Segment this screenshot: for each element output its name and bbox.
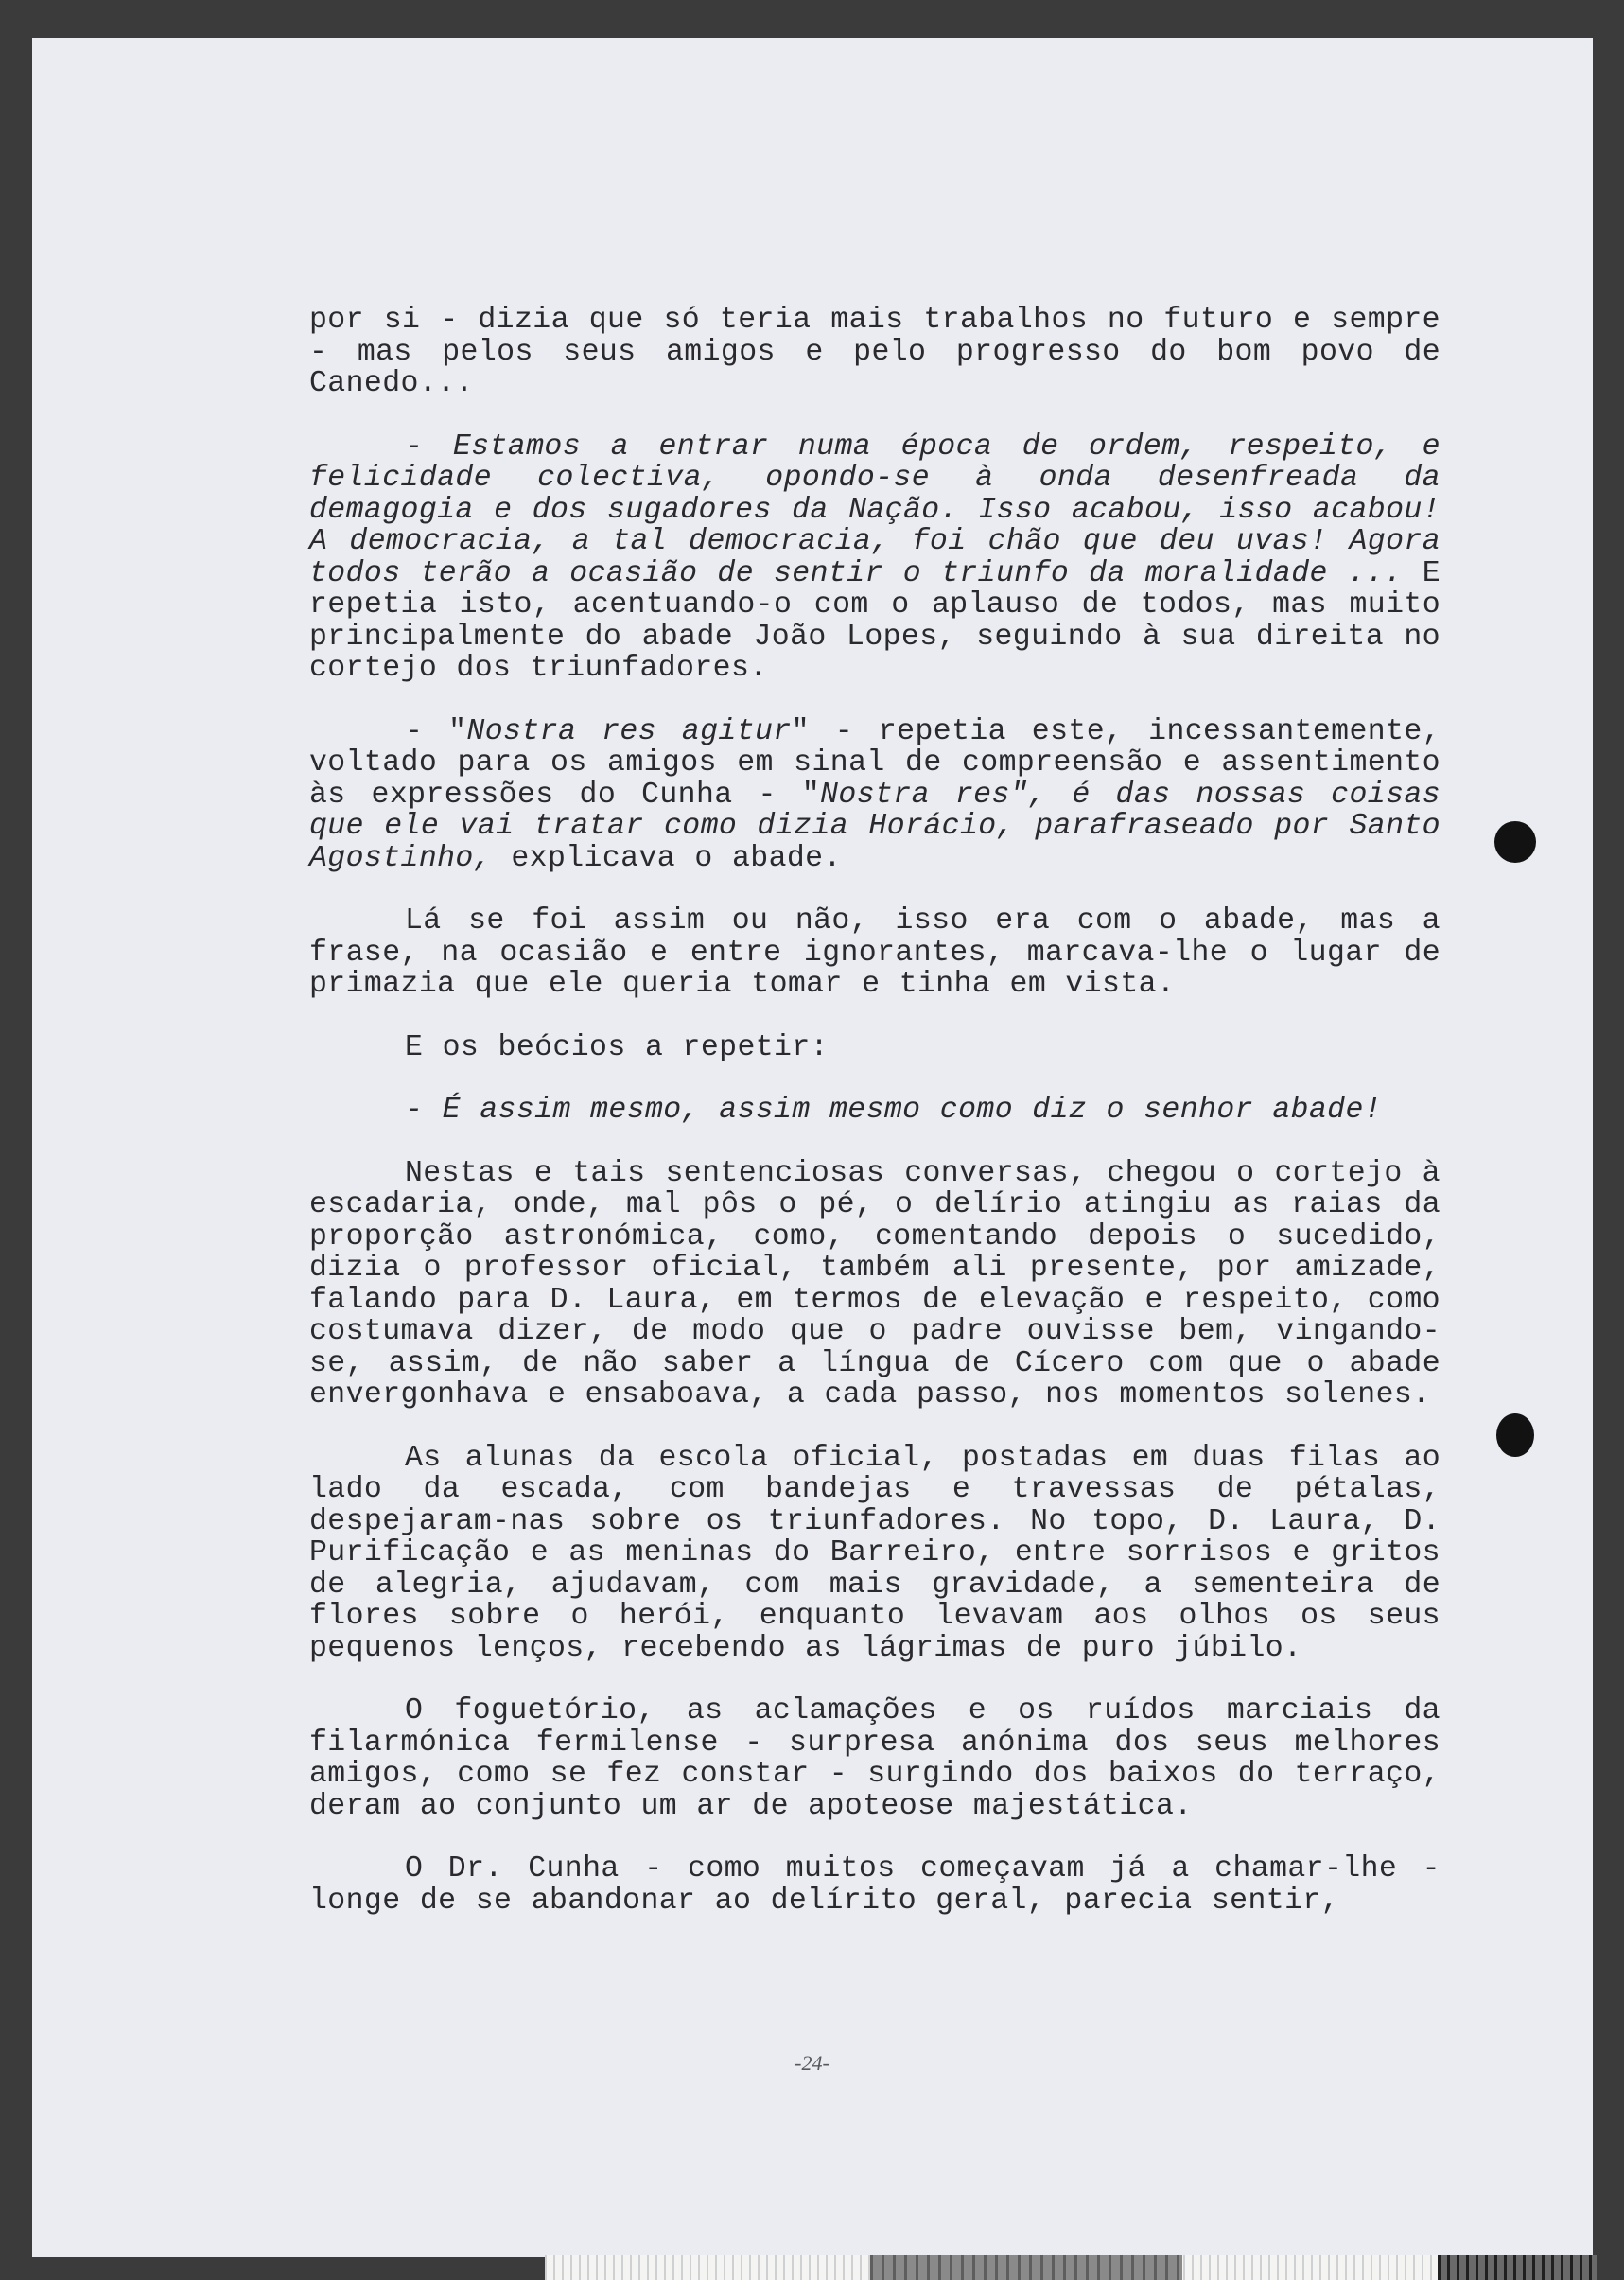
paragraph-2: - Estamos a entrar numa época de ordem, respeito, e felicidade colectiva, opondo-se à onda desenfreada da demagogia e dos sugadores da Nação. Isso acabou, isso acabou! A democracia, a tal democracia, foi chão que deu uvas! Agora todos terão a ocasião de sentir o triunfo da moralidade ... E repetia isto, acentuando-o com o aplauso de todos, mas muito principalmente do abade João Lopes, seguindo à sua direita no cortejo dos triunfadores. bbox=[309, 430, 1441, 685]
paragraph-4: Lá se foi assim ou não, isso era com o abade, mas a frase, na ocasião e entre ignorantes, marcava-lhe o lugar de primazia que ele queria tomar e tinha em vista. bbox=[309, 904, 1441, 1001]
latin-quote: Nostra res agitur bbox=[466, 714, 792, 748]
paragraph-1: por si - dizia que só teria mais trabalhos no futuro e sempre - mas pelos seus amigos e pelo progresso do bom povo de Canedo... bbox=[309, 304, 1441, 400]
body-text bbox=[309, 305, 1441, 1948]
punch-hole-bottom bbox=[1496, 1413, 1534, 1457]
page-number: -24- bbox=[795, 2051, 829, 2075]
speech-italic: - Estamos a entrar numa época de ordem, respeito, e felicidade colectiva, opondo-se à onda desenfreada da demagogia e dos sugadores da Nação. Isso acabou, isso acabou! A democracia, a tal democracia, foi chão que deu uvas! Agora todos terão a ocasião de sentir o triunfo da moralidade ... bbox=[309, 430, 1441, 590]
paragraph-7: Nestas e tais sentenciosas conversas, chegou o cortejo à escadaria, onde, mal pôs o pé, o delírio atingiu as raias da proporção astronómica, como, comentando depois o sucedido, dizia o professor oficial, também ali presente, por amizade, falando para D. Laura, em termos de elevação e respeito, como costumava dizer, de modo que o padre ouvisse bem, vingando-se, assim, de não saber a língua de Cícero com que o abade envergonhava e ensaboava, a cada passo, nos momentos solenes. bbox=[309, 1156, 1441, 1412]
paragraph-9: O foguetório, as aclamações e os ruídos marciais da filarmónica fermilense - surpresa anónima dos seus melhores amigos, como se fez constar - surgindo dos baixos do terraço, deram ao conjunto um ar de apoteose majestática. bbox=[309, 1694, 1441, 1823]
paragraph-6: - É assim mesmo, assim mesmo como diz o senhor abade! bbox=[405, 1094, 1383, 1127]
paragraph-8: As alunas da escola oficial, postadas em duas filas ao lado da escada, com bandejas e travessas de pétalas, despejaram-nas sobre os triunfadores. No topo, D. Laura, D. Purificação e as meninas do Barreiro, entre sorrisos e gritos de alegria, ajudavam, com mais gravidade, a sementeira de flores sobre o herói, enquanto levavam aos olhos os seus pequenos lenços, recebendo as lágrimas de puro júbilo. bbox=[309, 1441, 1441, 1665]
paragraph-5: E os beócios a repetir: bbox=[405, 1030, 829, 1064]
latin-explanation: Nostra res", é das nossas coisas que ele vai tratar como dizia Horácio, parafraseado por Santo Agostinho, bbox=[309, 778, 1441, 875]
punch-hole-top bbox=[1494, 821, 1536, 863]
scale-ruler-band-dark bbox=[1438, 2255, 1597, 2280]
paragraph-3: - "Nostra res agitur" - repetia este, incessantemente, voltado para os amigos em sinal de compreensão e assentimento às expressões do Cunha - "Nostra res", é das nossas coisas que ele vai tratar como dizia Horácio, parafraseado por Santo Agostinho, explicava o abade. bbox=[309, 714, 1441, 875]
paragraph-10: O Dr. Cunha - como muitos começavam já a chamar-lhe - longe de se abandonar ao delírito geral, parecia sentir, bbox=[309, 1852, 1441, 1918]
scale-ruler-band bbox=[870, 2255, 1182, 2280]
